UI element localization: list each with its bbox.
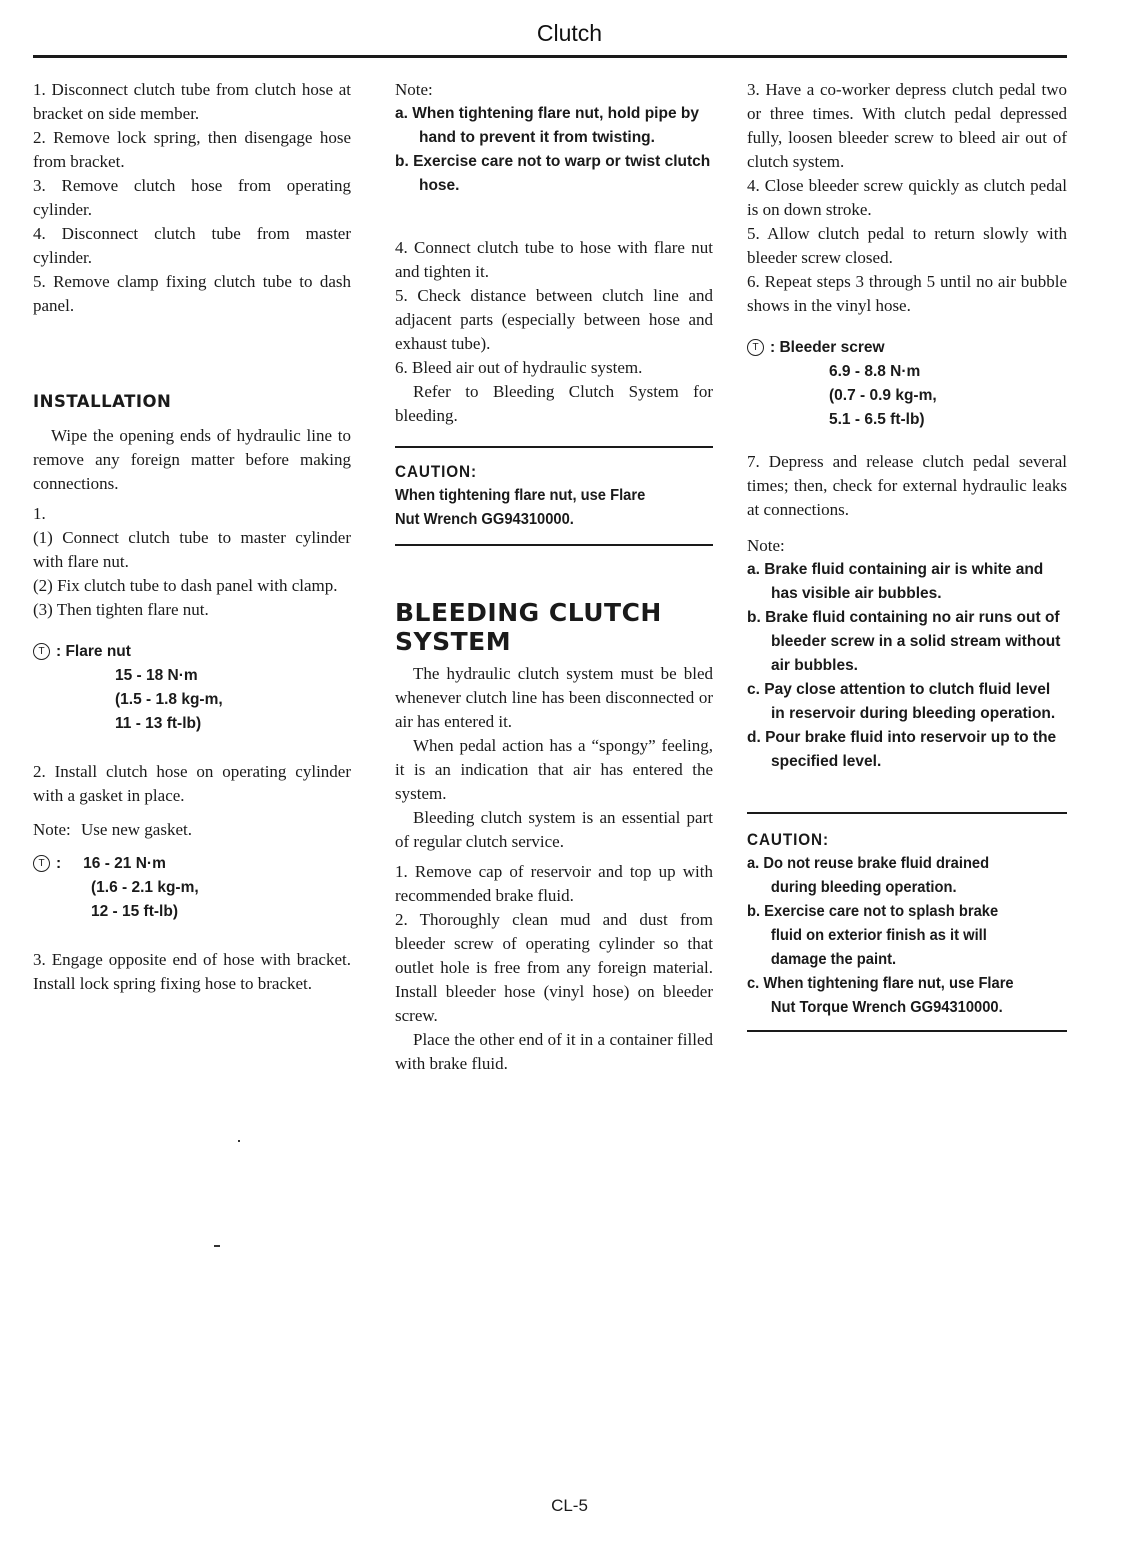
- removal-step-1: 1. Disconnect clutch tube from clutch hose at bracket on side member.: [33, 80, 351, 123]
- caution-title: CAUTION:: [395, 462, 477, 481]
- caution-title: CAUTION:: [747, 830, 829, 849]
- bleeding-step-7: 7. Depress and release clutch pedal several times; then, check for external hydraulic leaks at connections.: [747, 452, 1067, 519]
- bleeding-step-2-cont: Place the other end of it in a container filled with brake fluid.: [395, 1030, 713, 1073]
- bleeding-heading-cont: SYSTEM: [395, 627, 512, 656]
- gasket-note: [33, 818, 351, 842]
- bleeding-heading: BLEEDING CLUTCH: [395, 598, 662, 627]
- caution-item-b: b. Exercise care not to splash brake: [747, 903, 999, 920]
- installation-step-1: 1.: [33, 504, 46, 523]
- scan-speck: [214, 1245, 220, 1247]
- installation-step-5: 5. Check distance between clutch line and adjacent parts (especially between hose and exhaust tube).: [395, 286, 713, 353]
- page-number: CL-5: [551, 1496, 588, 1515]
- torque-label: :: [56, 855, 62, 872]
- note-label: Note:: [33, 820, 71, 839]
- note-item-b: b. Brake fluid containing no air runs out of bleeder screw in a solid stream without air bubbles.: [747, 609, 1061, 674]
- torque-icon: T: [33, 643, 50, 660]
- installation-step-6-reference: Refer to Bleeding Clutch System for bleeding.: [395, 382, 713, 425]
- caution-item-b-cont: fluid on exterior finish as it will: [770, 927, 987, 944]
- caution-item-c-cont: Nut Torque Wrench GG94310000.: [770, 999, 1003, 1016]
- installation-step-3: 3. Engage opposite end of hose with bracket. Install lock spring fixing hose to bracket.: [33, 950, 351, 993]
- removal-step-4: 4. Disconnect clutch tube from master cylinder.: [33, 224, 351, 267]
- bleeding-step-6: 6. Repeat steps 3 through 5 until no air bubble shows in the vinyl hose.: [747, 272, 1067, 315]
- bleeding-step-4: 4. Close bleeder screw quickly as clutch pedal is on down stroke.: [747, 176, 1067, 219]
- bleeding-step-1: 1. Remove cap of reservoir and top up with recommended brake fluid.: [395, 862, 713, 905]
- bleeding-paragraph-2: When pedal action has a “spongy” feeling, it is an indication that air has entered the system.: [395, 736, 713, 803]
- bleeding-step-3: 3. Have a co-worker depress clutch pedal two or three times. With clutch pedal depressed fully, loosen bleeder screw to bleed air out of clutch system.: [747, 80, 1067, 171]
- torque-icon: T: [747, 339, 764, 356]
- torque-label: : Flare nut: [56, 643, 131, 660]
- installation-step-1-1: (1) Connect clutch tube to master cylinder with flare nut.: [33, 528, 351, 571]
- installation-step-1-2: (2) Fix clutch tube to dash panel with clamp.: [33, 576, 338, 595]
- removal-step-5: 5. Remove clamp fixing clutch tube to dash panel.: [33, 272, 351, 315]
- installation-heading: INSTALLATION: [33, 392, 172, 411]
- note-label: Note:: [395, 80, 433, 99]
- note-item-c: c. Pay close attention to clutch fluid level in reservoir during bleeding operation.: [747, 681, 1056, 722]
- removal-step-2: 2. Remove lock spring, then disengage hose from bracket.: [33, 128, 351, 171]
- caution-item-c: c. When tightening flare nut, use Flare: [747, 975, 1014, 992]
- caution-line: When tightening flare nut, use Flare: [395, 487, 646, 504]
- column-right: [747, 78, 1067, 1032]
- bleeding-paragraph-3: Bleeding clutch system is an essential part of regular clutch service.: [395, 808, 713, 851]
- torque-ftlb: 12 - 15 ft-lb): [91, 903, 178, 920]
- caution-item-a-cont: during bleeding operation.: [770, 879, 957, 896]
- note-item-a: a. Brake fluid containing air is white and has visible air bubbles.: [747, 561, 1044, 602]
- torque-kgm: (0.7 - 0.9 kg-m,: [829, 387, 937, 404]
- torque-spec-hose: [33, 852, 351, 876]
- bleeding-step-5: 5. Allow clutch pedal to return slowly with bleeder screw closed.: [747, 224, 1067, 267]
- caution-item-b-cont: damage the paint.: [770, 951, 897, 968]
- torque-spec-flare-nut: [33, 640, 351, 664]
- note-item-b: b. Exercise care not to warp or twist clutch hose.: [395, 153, 711, 194]
- note-text: Use new gasket.: [81, 820, 192, 839]
- torque-icon: T: [33, 855, 50, 872]
- torque-label: : Bleeder screw: [770, 339, 885, 356]
- bleeding-paragraph-1: The hydraulic clutch system must be bled whenever clutch line has been disconnected or air has entered it.: [395, 664, 713, 731]
- installation-step-6: 6. Bleed air out of hydraulic system.: [395, 358, 643, 377]
- scan-speck: [238, 1140, 240, 1142]
- torque-nm: 6.9 - 8.8 N·m: [829, 363, 921, 380]
- installation-intro: Wipe the opening ends of hydraulic line to remove any foreign matter before making connections.: [33, 426, 351, 493]
- caution-rule-bottom: [747, 1030, 1067, 1032]
- installation-step-4: 4. Connect clutch tube to hose with flare nut and tighten it.: [395, 238, 713, 281]
- note-item-d: d. Pour brake fluid into reservoir up to the specified level.: [747, 729, 1057, 770]
- note-item-a: a. When tightening flare nut, hold pipe by hand to prevent it from twisting.: [395, 105, 699, 146]
- header-rule: [33, 55, 1067, 58]
- note-label: Note:: [747, 536, 785, 555]
- caution-line: Nut Wrench GG94310000.: [395, 511, 574, 528]
- column-left: [33, 78, 351, 996]
- column-middle: [395, 78, 713, 1076]
- torque-kgm: (1.5 - 1.8 kg-m,: [115, 691, 223, 708]
- torque-nm: 15 - 18 N·m: [115, 667, 198, 684]
- installation-step-1-3: (3) Then tighten flare nut.: [33, 600, 209, 619]
- torque-ftlb: 11 - 13 ft-lb): [115, 715, 202, 732]
- removal-step-3: 3. Remove clutch hose from operating cylinder.: [33, 176, 351, 219]
- installation-step-2: 2. Install clutch hose on operating cylinder with a gasket in place.: [33, 762, 351, 805]
- torque-spec-bleeder-screw: [747, 336, 1067, 360]
- caution-item-a: a. Do not reuse brake fluid drained: [747, 855, 990, 872]
- torque-nm: 16 - 21 N·m: [83, 855, 166, 872]
- torque-kgm: (1.6 - 2.1 kg-m,: [91, 879, 199, 896]
- bleeding-step-2: 2. Thoroughly clean mud and dust from bleeder screw of operating cylinder so that outlet hole is free from any foreign material. Install bleeder hose (vinyl hose) on bleeder screw.: [395, 910, 713, 1025]
- page-header-title: Clutch: [536, 20, 603, 46]
- torque-ftlb: 5.1 - 6.5 ft-lb): [829, 411, 925, 428]
